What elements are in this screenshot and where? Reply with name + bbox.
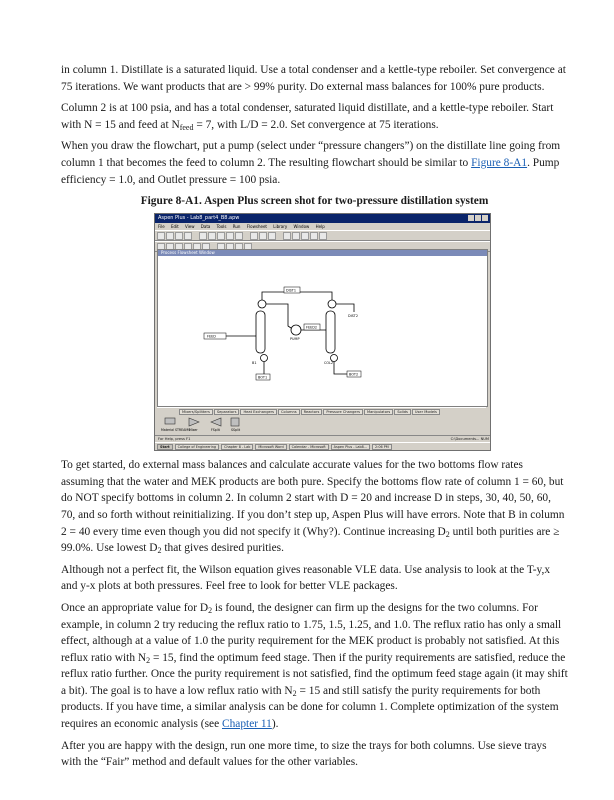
status-right: C:\Documents... NUM (450, 437, 489, 442)
palette-item-label: Material STREAMS (161, 428, 191, 433)
ssplit-icon (231, 418, 239, 426)
menu-item: View (185, 224, 195, 230)
window-controls (468, 215, 488, 221)
palette-tab: User Models (412, 409, 440, 415)
reboiler-1 (261, 355, 268, 362)
statusbar (155, 435, 491, 442)
material-streams-icon (165, 418, 175, 424)
paragraph-1: in column 1. Distillate is a saturated liquid. Use a total condenser and a kettle-type reboiler. Set convergence at 75 iterations. We want products that are > 99% purity. Do external mass balances for 100% pure products. (61, 64, 566, 93)
palette-tab: Solids (394, 409, 411, 415)
toolbar-icon (310, 232, 318, 240)
text: Once an appropriate value for D (61, 601, 209, 614)
toolbar-icon (184, 232, 192, 240)
mixer-icon (189, 418, 199, 426)
taskbar-item: Aspen Plus - Lab8... (331, 444, 370, 450)
text: When you draw the flowchart, put a pump (select under “pressure changers”) on the distillate line going from column 1 that becomes the feed to column 2. The resulting flowchart should be similar to (61, 140, 561, 169)
subscript: feed (179, 122, 194, 132)
text: that gives desired purities. (161, 542, 284, 555)
menu-item: Window (293, 224, 310, 230)
toolbar-icon (283, 232, 291, 240)
paragraph-7: After you are happy with the design, run one more time, to size the trays for both columns. Use sieve trays with the “Fair” method and default values for the other variables. (61, 739, 547, 769)
toolbar-icon (250, 232, 258, 240)
menu-item: Library (273, 224, 288, 230)
subscript: 2 (146, 655, 151, 665)
text: . Pump efficiency = 1.0, and Outlet pressure = 100 psia. (61, 156, 560, 186)
column-2 (326, 311, 335, 353)
text: To get started, do external mass balances and calculate accurate values for the two bottoms flow rates assuming that the water and MEK products are both pure. Specify the bottoms flow rate of column 1 = 60, but do NOT specify bottoms in column 2. In column 2 start with D = 20 and increase D in steps, 30, 40, 50, 60, 70, and so forth without reinitializing. If you don’t step up, Aspen Plus will have errors. Note that B in column 2 = 40 every time even though you did not specify it (Why?). Continue increasing D (61, 459, 565, 538)
taskbar-clock: 2:06 PM (372, 444, 392, 450)
flowsheet-diagram (158, 256, 487, 406)
subscript: 2 (157, 546, 162, 556)
maximize-icon (475, 215, 481, 221)
paragraph-3 (61, 138, 568, 188)
toolbar-icon (217, 232, 225, 240)
condenser-1 (258, 300, 266, 308)
menu-item: File (158, 224, 165, 230)
palette-tab: Mixers/Splitters (179, 409, 213, 415)
text: = 7, with L/D = 2.0. Set convergence at 75 iterations. (193, 118, 439, 131)
menubar (155, 223, 490, 230)
document-page (61, 62, 568, 776)
column-1 (256, 311, 265, 353)
palette-tab: Reactors (301, 409, 323, 415)
subscript: 2 (208, 605, 213, 615)
stream-label-dist1: DIST1 (286, 288, 296, 293)
taskbar-item: Chapter 8 - Lab (221, 444, 253, 450)
palette-tab: Columns (278, 409, 300, 415)
toolbar-icon (157, 232, 165, 240)
pump (291, 325, 301, 335)
toolbar-icon (319, 232, 327, 240)
palette-icons (159, 416, 479, 434)
toolbar-icon (166, 232, 174, 240)
close-icon (482, 215, 488, 221)
menu-item: Data (200, 224, 211, 230)
block-label-col2: COL2 (324, 361, 334, 366)
text: = 15 and still satisfy the purity requirements for both products. If you have time, a similar analysis can be done for column 1. Complete optimization of the system requires an economic analysis (see (61, 684, 559, 731)
toolbar-icon (292, 232, 300, 240)
flowsheet-window-title: Process Flowsheet Window (158, 250, 487, 256)
status-text: For Help, press F1 (158, 437, 191, 442)
toolbar-icon (226, 232, 234, 240)
figure-caption: Figure 8-A1. Aspen Plus screen shot for two-pressure distillation system (140, 195, 489, 208)
toolbar-icon (199, 232, 207, 240)
subscript: 2 (445, 529, 450, 539)
text: is found, the designer can firm up the designs for the two columns. For example, in column 2 try reducing the reflux ratio to 1.75, 1.5, 1.25, and 1.0. The reflux ratio has only a small effect, although at a value of 1.0 the purity requirement for the MEK product is probably not satisfied. At this reflux ratio with N (61, 601, 562, 664)
figure-link[interactable]: Figure 8-A1 (471, 156, 528, 169)
toolbar-icon (301, 232, 309, 240)
taskbar-item: Microsoft Word (255, 444, 286, 450)
menu-item: Run (232, 224, 241, 230)
stream-label-bot1: BOT1 (258, 375, 268, 380)
fsplit-icon (211, 418, 221, 426)
toolbar-icon (268, 232, 276, 240)
toolbar-icon (175, 232, 183, 240)
toolbar-1 (155, 230, 490, 241)
menu-item: Tools (216, 224, 227, 230)
minimize-icon (468, 215, 474, 221)
condenser-2 (328, 300, 336, 308)
model-palette (157, 407, 486, 436)
toolbar-icon (235, 232, 243, 240)
palette-item-label: FSplit (211, 428, 220, 433)
stream-label-bot2: BOT2 (349, 372, 359, 377)
aspen-screenshot (154, 213, 491, 451)
toolbar-icon (259, 232, 267, 240)
palette-tab: Pressure Changers (323, 409, 363, 415)
taskbar-item: College of Engineering (175, 444, 219, 450)
menu-item: Edit (170, 224, 179, 230)
chapter-link[interactable]: Chapter 11 (222, 718, 272, 731)
block-label-col1: B1 (252, 361, 257, 366)
stream-label-feed2: FEED2 (306, 325, 318, 330)
stream-label-feed: FEED (207, 334, 216, 339)
start-button: Start (157, 444, 173, 450)
stream-dist2 (336, 304, 354, 312)
palette-tabs (157, 408, 486, 415)
palette-tab: Separators (214, 409, 240, 415)
stream-label-dist2: DIST2 (348, 314, 358, 319)
paragraph-4 (61, 457, 568, 557)
toolbar-icon (208, 232, 216, 240)
menu-item: Flowsheet (246, 224, 267, 230)
menu-item: Help (315, 224, 325, 230)
flowsheet-window (157, 249, 488, 407)
taskbar-item: Calendar - Microsoft (289, 444, 329, 450)
window-titlebar (155, 214, 490, 223)
paragraph-5: Although not a perfect fit, the Wilson equation gives reasonable VLE data. Use analysis to look at the T-y,x and y-x plots at both pressures. Feel free to look for better VLE packages. (61, 563, 551, 593)
taskbar (155, 442, 491, 451)
palette-tab: Heat Exchangers (240, 409, 277, 415)
text: = 15, find the optimum feed stage. Then if the purity requirements are satisfied, reduce the reflux ratio further. Once the purity requirement is not satisfied, find the optimum feed stage again (it may shift a bit). The goal is to have a low reflux ratio with N (61, 651, 568, 697)
palette-tab: Manipulators (364, 409, 393, 415)
paragraph-2 (61, 100, 568, 133)
palette-item-label: Mixer (189, 428, 198, 433)
text: ). (271, 718, 279, 731)
subscript: 2 (292, 688, 297, 698)
text: Column 2 is at 100 psia, and has a total condenser, saturated liquid distillate, and a kettle-type reboiler. Start with N = 15 and feed at N (61, 102, 554, 131)
block-label-pump: PUMP (290, 337, 300, 342)
paragraph-6 (61, 600, 568, 733)
text: until both purities are ≥ 99.0%. Use lowest D (61, 525, 560, 555)
window-title: Aspen Plus - Lab8_part4_B8.apw (158, 215, 240, 222)
stream-dist1 (266, 304, 291, 328)
palette-item-label: SSplit (231, 428, 241, 433)
